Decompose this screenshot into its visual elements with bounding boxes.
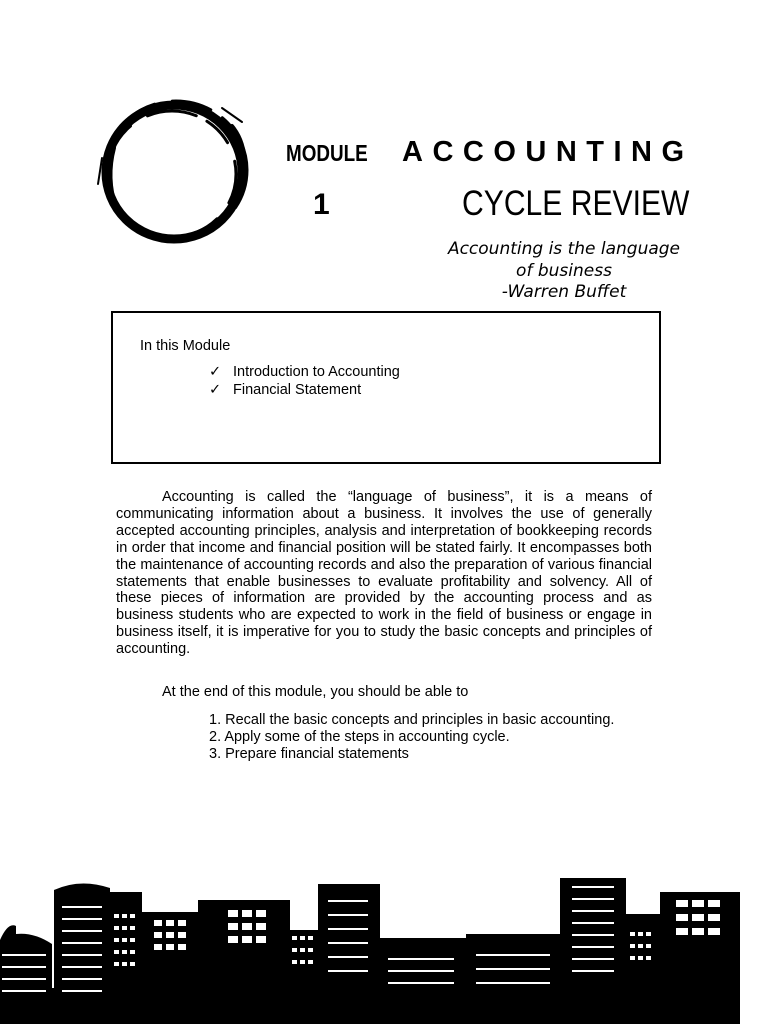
epigraph-quote — [446, 239, 682, 304]
quote-line: of business — [516, 260, 612, 281]
list-item: 3. Prepare financial statements — [209, 746, 409, 762]
intro-paragraph: Accounting is called the “language of business”, it is a means of communicating information about a business. It involves the use of generally accepted accounting principles, analysis and interpretation of bookkeeping records in order that income and financial position will be stated fairly. It encompasses both the maintenance of accounting records and also the preparation of various financial statements that enable businesses to evaluate profitability and solvency. All of these pieces of information are provided by the accounting process and as business students who are expected to work in the field of business or engage in business itself, it is imperative for you to study the basic concepts and principles of accounting. — [116, 489, 652, 658]
list-item: 1. Recall the basic concepts and principles in basic accounting. — [209, 712, 615, 728]
objectives-list — [209, 712, 614, 763]
module-contents-item-label: Introduction to Accounting — [233, 364, 400, 380]
page-title: ACCOUNTING — [402, 136, 694, 168]
module-contents-item — [209, 382, 361, 398]
module-number: 1 — [313, 188, 330, 221]
checkmark-icon: ✓ — [209, 382, 222, 398]
module-label: MODULE — [286, 140, 368, 166]
quote-attribution: -Warren Buffet — [501, 282, 627, 302]
module-contents-item — [209, 364, 400, 380]
page-subtitle: CYCLE REVIEW — [462, 184, 690, 223]
city-skyline-icon — [0, 870, 768, 1024]
module-contents-box — [111, 311, 661, 464]
module-contents-item-label: Financial Statement — [233, 382, 362, 398]
brush-circle-icon — [92, 88, 258, 254]
objectives-intro: At the end of this module, you should be able to — [162, 684, 469, 700]
list-item: 2. Apply some of the steps in accounting cycle. — [209, 729, 510, 745]
module-contents-heading: In this Module — [140, 338, 231, 354]
checkmark-icon: ✓ — [209, 364, 222, 380]
quote-line: Accounting is the language — [447, 239, 681, 259]
